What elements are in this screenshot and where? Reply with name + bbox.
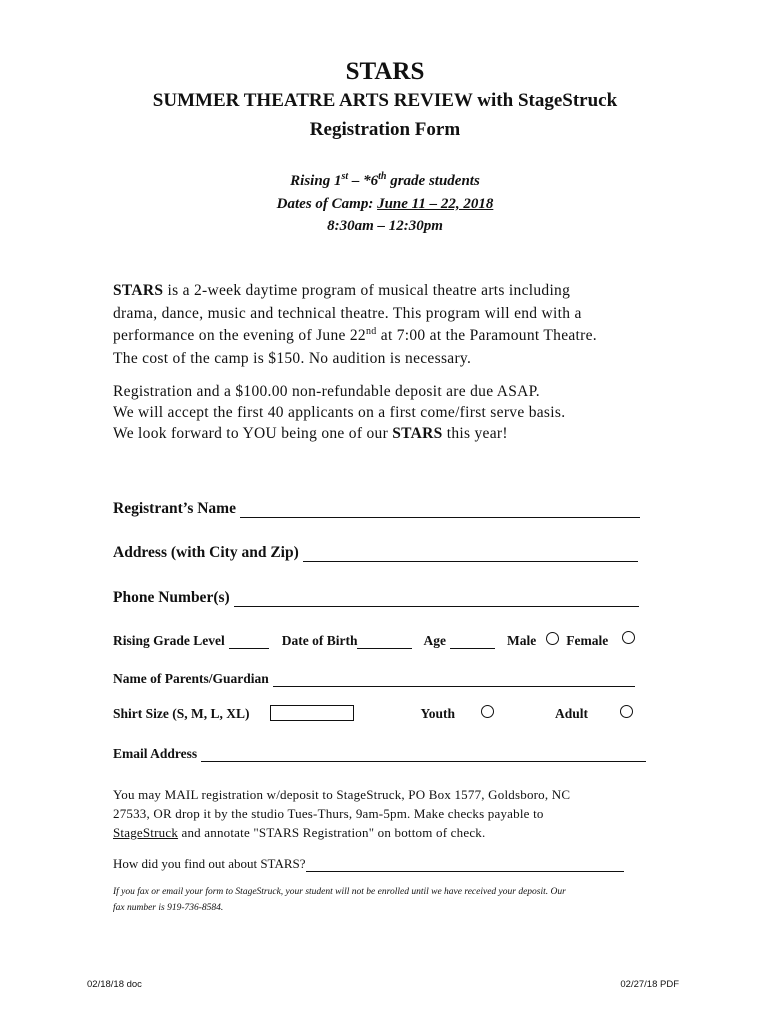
registrant-name-field[interactable] xyxy=(240,499,640,518)
youth-radio[interactable] xyxy=(481,705,494,718)
intro-line-3-b: at 7:00 at the Paramount Theatre. xyxy=(376,327,597,344)
adult-label: Adult xyxy=(555,706,589,721)
grades-prefix: Rising 1 xyxy=(290,173,342,189)
how-find-row xyxy=(113,855,624,872)
grade-level-field[interactable] xyxy=(229,630,269,649)
male-radio[interactable] xyxy=(546,632,559,645)
age-label: Age xyxy=(423,633,446,648)
mail-note-line-2: 27533, OR drop it by the studio Tues-Thurs, 9am-5pm. Make checks payable to xyxy=(113,806,544,821)
deposit-line-3-b: this year! xyxy=(442,425,508,442)
fax-note-line-2: fax number is 919-736-8584. xyxy=(113,903,224,913)
footer-left-date: 02/18/18 doc xyxy=(87,979,142,990)
adult-radio[interactable] xyxy=(620,705,633,718)
footer-right-date: 02/27/18 PDF xyxy=(620,979,679,990)
intro-stars: STARS xyxy=(113,282,164,299)
camp-time: 8:30am – 12:30pm xyxy=(327,218,443,234)
mail-note-line-3 xyxy=(113,823,653,842)
grades-suffix: grade students xyxy=(386,173,480,189)
registrant-name-row xyxy=(113,499,640,518)
parents-field[interactable] xyxy=(273,668,635,687)
mail-note-line-3-rest: and annotate "STARS Registration" on bottom of check. xyxy=(178,825,486,840)
intro-line-4: The cost of the camp is $150. No audition is necessary. xyxy=(113,349,472,367)
how-find-label: How did you find out about STARS? xyxy=(113,856,306,871)
grades-sup-2: th xyxy=(378,171,387,182)
intro-line-1 xyxy=(113,280,673,303)
shirt-size-row xyxy=(113,705,633,722)
mail-note-line-1: You may MAIL registration w/deposit to StageStruck, PO Box 1577, Goldsboro, NC xyxy=(113,787,571,802)
intro-line-3-a: performance on the evening of June 22 xyxy=(113,327,366,344)
email-label: Email Address xyxy=(113,746,198,761)
shirt-size-box[interactable] xyxy=(270,705,354,721)
fax-note xyxy=(113,884,668,916)
address-field[interactable] xyxy=(303,543,638,562)
deposit-line-1: Registration and a $100.00 non-refundable deposit are due ASAP. xyxy=(113,383,540,400)
phone-label: Phone Number(s) xyxy=(113,589,230,606)
intro-line-3 xyxy=(113,325,673,348)
grade-level-label: Rising Grade Level xyxy=(113,633,225,648)
deposit-line-3 xyxy=(113,423,673,444)
intro-line-2: drama, dance, music and technical theatre. This program will end with a xyxy=(113,304,582,322)
address-row xyxy=(113,543,638,562)
address-label: Address (with City and Zip) xyxy=(113,544,299,561)
intro-paragraph xyxy=(113,280,673,370)
registrant-name-label: Registrant’s Name xyxy=(113,500,236,517)
stagestruck-payee: StageStruck xyxy=(113,825,179,840)
registration-form-heading: Registration Form xyxy=(309,119,461,140)
phone-row xyxy=(113,588,639,607)
camp-dates-line xyxy=(0,196,770,213)
age-field[interactable] xyxy=(450,630,495,649)
grades-mid: – *6 xyxy=(348,173,379,189)
intro-line-3-sup: nd xyxy=(365,325,377,337)
email-field[interactable] xyxy=(201,743,646,762)
mail-note xyxy=(113,785,653,842)
program-subtitle: SUMMER THEATRE ARTS REVIEW with StageStruck xyxy=(152,90,618,111)
grades-line xyxy=(0,173,770,190)
how-find-field[interactable] xyxy=(306,855,624,872)
phone-field[interactable] xyxy=(234,588,639,607)
email-row xyxy=(113,743,646,762)
grades-sup-1: st xyxy=(341,171,349,182)
deposit-paragraph xyxy=(113,381,673,444)
grade-dob-age-gender-row xyxy=(113,630,635,649)
camp-dates-value: June 11 – 22, 2018 xyxy=(377,196,494,212)
form-title: STARS xyxy=(345,58,425,85)
deposit-stars: STARS xyxy=(392,425,443,442)
intro-line-1-rest: is a 2-week daytime program of musical theatre arts including xyxy=(163,282,571,299)
parents-row xyxy=(113,668,635,687)
shirt-size-label: Shirt Size (S, M, L, XL) xyxy=(113,706,250,721)
camp-dates-label: Dates of Camp: xyxy=(276,196,378,212)
parents-label: Name of Parents/Guardian xyxy=(113,671,269,686)
fax-note-line-1: If you fax or email your form to StageStruck, your student will not be enrolled until we have received your deposit. Our xyxy=(113,887,566,897)
female-radio[interactable] xyxy=(622,631,635,644)
deposit-line-2: We will accept the first 40 applicants on a first come/first serve basis. xyxy=(113,404,566,421)
youth-label: Youth xyxy=(420,706,456,721)
male-label: Male xyxy=(506,633,537,648)
deposit-line-3-a: We look forward to YOU being one of our xyxy=(113,425,393,442)
dob-label: Date of Birth xyxy=(281,633,358,648)
female-label: Female xyxy=(566,633,609,648)
dob-field[interactable] xyxy=(357,630,412,649)
